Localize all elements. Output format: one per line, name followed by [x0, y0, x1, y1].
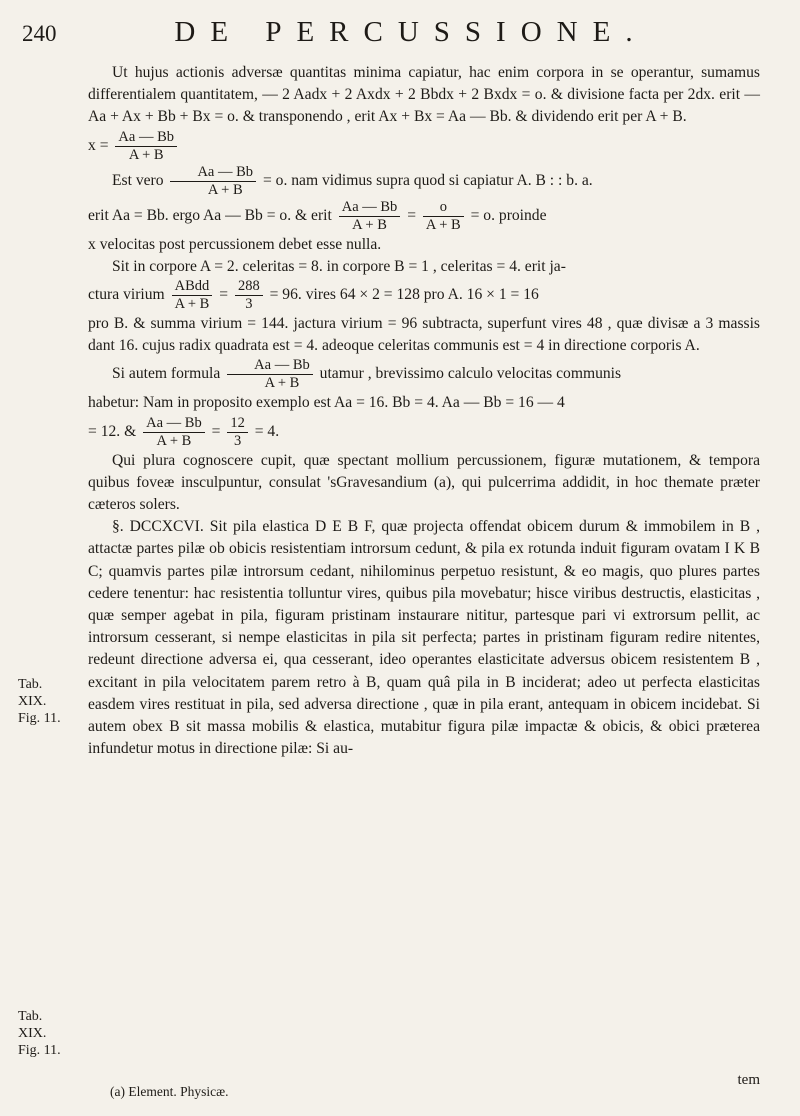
footnote: (a) Element. Physicæ. [110, 1084, 229, 1099]
page-header [22, 16, 740, 49]
margin-note-figure-ref: Tab. XIX. Fig. 11. [18, 1009, 61, 1058]
main-text [88, 62, 760, 760]
catchword: tem [737, 1072, 760, 1088]
fraction: $\frac{Aa — Bb}{A + B}$ [143, 415, 205, 450]
paragraph: pro B. & summa virium = 144. jactura virium = 96 subtracta, superfunt vires 48 , quæ divisæ a 3 massis dant 16. cujus radix quadrata est = 4. adeoque celeritas communis est = 4 in directione corporis A. [88, 315, 760, 355]
equation: = 12. & $\frac{Aa — Bb}{A + B}$ = $\frac{12}{3}$ = 4. [88, 414, 280, 449]
paragraph: habetur: Nam in proposito exemplo est Aa = 16. Bb = 4. Aa — Bb = 16 — 4 [88, 394, 565, 412]
fraction: $\frac{\text{ABdd}}{A + B}$ [172, 278, 213, 313]
fraction: $\frac{o}{A + B}$ [423, 199, 464, 234]
equation: x = $\frac{Aa — Bb}{A + B}$ [88, 129, 760, 164]
equation: erit Aa = Bb. ergo Aa — Bb = o. & erit $\frac{Aa — Bb}{A + B}$ = $\frac{o}{A + B}$ = o. proinde [88, 198, 547, 233]
fraction: $\frac{Aa — Bb}{A + B}$ [339, 199, 401, 234]
fraction: $\frac{288}{3}$ [235, 278, 263, 313]
equation: Si autem formula $\frac{Aa — Bb}{A + B}$ utamur , brevissimo calculo velocitas communis [112, 357, 622, 392]
fraction: $\frac{Aa — Bb}{A + B}$ [227, 357, 313, 392]
paragraph: Sit in corpore A = 2. celeritas = 8. in corpore B = 1 , celeritas = 4. erit ja- [112, 257, 566, 275]
equation: Est vero $\frac{Aa — Bb}{A + B}$ = o. nam vidimus supra quod si capiatur A. B : : b. a. [112, 163, 593, 198]
running-title: DE PERCUSSIONE. [174, 16, 648, 48]
paragraph: Qui plura cognoscere cupit, quæ spectant mollium percussionem, figuræ mutationem, & tempora quibus foveæ insculpuntur, consulat 'sGravesandium (a), qui pulcerrima addidit, in hoc themate præter cæteros solers. [88, 451, 760, 514]
page-number: 240 [22, 21, 57, 46]
paragraph: §. DCCXCVI. Sit pila elastica D E B F, quæ projecta offendat obicem durum & immobilem in B , attactæ partes pilæ ob obicis resistentiam introrsum cedunt, & pila ex rotunda induit figuram ovatam I K B C; quamvis partes pilæ introrsum cedant, nihilominus perpetuo resistunt, & eo magis, quo plures partes cedere tenentur: hac resistentia tolluntur vires, quibus pila movebatur; hisce viribus destructis, elasticitas , quæ semper agebat in pila, figuram pristinam instaurare nititur, partesque pari vi extrorsum pellit, ac introrsum cesserant, si nempe elasticitas in pila sit perfecta; partes in pristinam figuram redire nitentes, redeunt directione adversa ei, qua cesserant, ideo operantes elasticitate adversus obicem resistentem B , excitant in pila velocitatem parem retro à B, quam quâ pila in B inciderat; adeo ut perfecta elasticitas easdem vires restituat in pila, sed adversa directione , quæ in pila erant, antequam in obicem incidebat. Si autem obex B sit massa mobilis & elastica, mutabitur figura pilæ impactæ & obicis, & obici præterea infundetur motus in directione pilæ: Si au- [88, 518, 760, 758]
fraction: $\frac{Aa — Bb}{A + B}$ [115, 129, 177, 164]
fraction: $\frac{12}{3}$ [227, 415, 248, 450]
paragraph: x velocitas post percussionem debet esse nulla. [88, 235, 382, 253]
paragraph: Ut hujus actionis adversæ quantitas minima capiatur, hac enim corpora in se operantur, sumamus differentialem quantitatem, — 2 Aadx + 2 Axdx + 2 Bbdx + 2 Bxdx = o. & divisione facta per 2dx. erit — Aa + Ax + Bb + Bx = o. & transponendo , erit Ax + Bx = Aa — Bb. & dividendo erit per A + B. [88, 64, 760, 126]
equation: ctura virium $\frac{\text{ABdd}}{A + B}$ = $\frac{288}{3}$ = 96. vires 64 × 2 = 128 pro A. 16 × 1 = 16 [88, 278, 539, 313]
margin-note-figure-ref: Tab. XIX. Fig. 11. [18, 677, 61, 726]
fraction: $\frac{Aa — Bb}{A + B}$ [170, 164, 256, 199]
